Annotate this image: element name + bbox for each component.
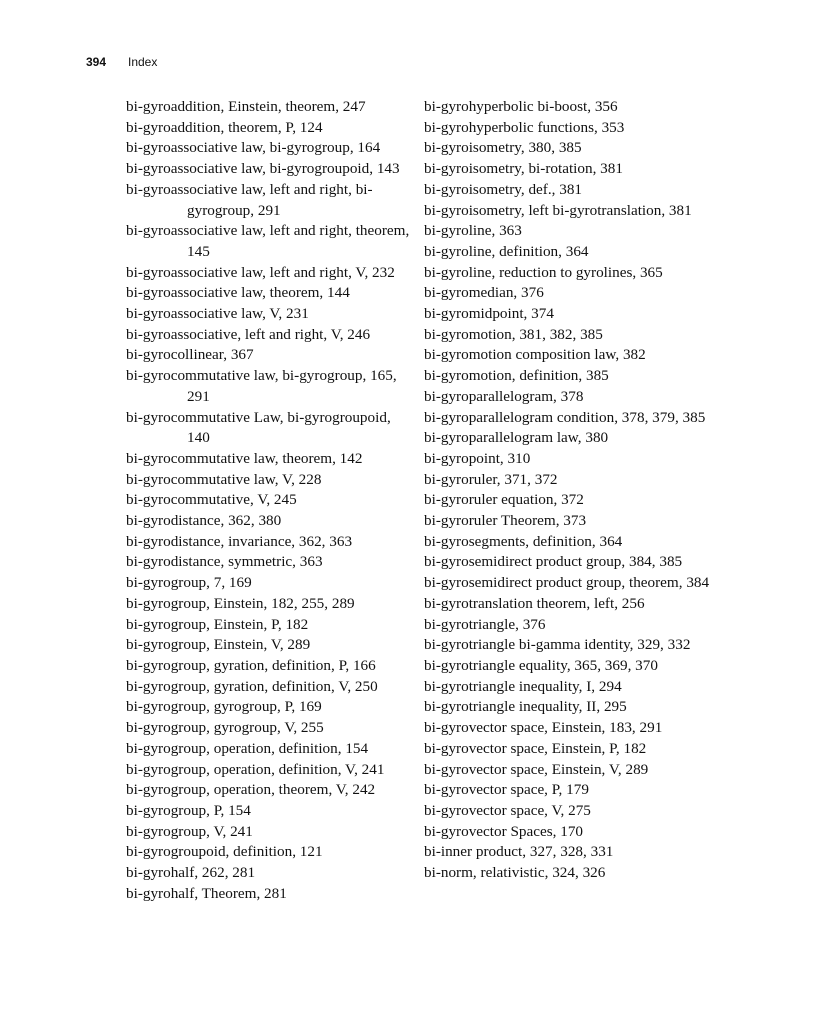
index-entry: bi-gyrogroup, Einstein, P, 182 xyxy=(126,615,309,633)
index-entry: bi-gyroparallelogram, 378 xyxy=(424,387,584,405)
index-entry: bi-gyroassociative law, bi-gyrogroup, 164 xyxy=(126,139,381,157)
index-entry: bi-gyrosemidirect product group, theorem, 384 xyxy=(424,574,710,592)
index-entry: bi-gyrogroup, gyrogroup, V, 255 xyxy=(126,719,324,737)
index-entry: bi-gyroline, 363 xyxy=(424,222,522,240)
index-entry: bi-gyromotion composition law, 382 xyxy=(424,346,646,364)
index-entry: bi-gyroparallelogram law, 380 xyxy=(424,429,609,447)
index-entry: bi-gyrovector space, Einstein, V, 289 xyxy=(424,760,649,778)
index-entry: bi-gyrovector space, Einstein, 183, 291 xyxy=(424,719,663,737)
index-entry: bi-gyrodistance, symmetric, 363 xyxy=(126,553,323,571)
index-entry: bi-gyrosegments, definition, 364 xyxy=(424,532,623,550)
index-entry: bi-gyroassociative law, theorem, 144 xyxy=(126,284,350,302)
index-entry: bi-gyrohyperbolic functions, 353 xyxy=(424,118,625,136)
index-entry: bi-inner product, 327, 328, 331 xyxy=(424,843,614,861)
index-entry: bi-gyroruler Theorem, 373 xyxy=(424,512,587,530)
index-entry: bi-gyrogroup, gyrogroup, P, 169 xyxy=(126,698,322,716)
index-entry: bi-gyrocollinear, 367 xyxy=(126,346,254,364)
index-entry: bi-gyroruler, 371, 372 xyxy=(424,470,558,488)
index-entry: bi-gyroassociative law, left and right, theorem, 145 xyxy=(126,222,410,260)
index-entry: bi-gyrogroup, 7, 169 xyxy=(126,574,252,592)
index-entry: bi-gyroruler equation, 372 xyxy=(424,491,584,509)
index-entry: bi-gyrogroup, operation, definition, V, 241 xyxy=(126,760,385,778)
index-entry: bi-gyrosemidirect product group, 384, 385 xyxy=(424,553,683,571)
index-entry: bi-gyrocommutative Law, bi-gyrogroupoid, 140 xyxy=(126,408,391,447)
index-entry: bi-gyrogroup, operation, theorem, V, 242 xyxy=(126,781,376,799)
index-entry: bi-gyroisometry, bi-rotation, 381 xyxy=(424,160,623,178)
index-entry: bi-gyrocommutative law, theorem, 142 xyxy=(126,449,363,467)
index-entry: bi-gyromotion, 381, 382, 385 xyxy=(424,325,603,343)
index-entry: bi-gyrotriangle equality, 365, 369, 370 xyxy=(424,656,658,674)
index-entry: bi-gyroassociative, left and right, V, 246 xyxy=(126,325,371,343)
index-entry: bi-gyrogroup, Einstein, V, 289 xyxy=(126,636,311,654)
running-title: Index xyxy=(128,55,158,69)
index-entry: bi-gyroparallelogram condition, 378, 379, 385 xyxy=(424,408,706,426)
index-entry: bi-gyrovector space, P, 179 xyxy=(424,781,589,799)
index-entry: bi-gyrovector Spaces, 170 xyxy=(424,822,584,840)
index-entry: bi-gyrogroup, Einstein, 182, 255, 289 xyxy=(126,594,355,612)
index-entry: bi-gyroassociative law, V, 231 xyxy=(126,305,309,323)
page-number: 394 xyxy=(86,55,107,69)
index-entry: bi-gyrocommutative law, bi-gyrogroup, 165, 291 xyxy=(126,367,397,405)
index-entry: bi-gyrodistance, invariance, 362, 363 xyxy=(126,532,353,550)
index-entry: bi-gyrodistance, 362, 380 xyxy=(126,512,282,530)
index-entry: bi-gyrogroup, P, 154 xyxy=(126,801,251,819)
index-entry: bi-gyrovector space, V, 275 xyxy=(424,801,591,819)
index-entry: bi-gyrogroupoid, definition, 121 xyxy=(126,843,323,861)
index-entry: bi-gyroline, reduction to gyrolines, 365 xyxy=(424,263,663,281)
index-entry: bi-gyrohalf, Theorem, 281 xyxy=(126,884,287,902)
index-entry: bi-gyroassociative law, bi-gyrogroupoid, 143 xyxy=(126,160,400,178)
index-entry: bi-gyroisometry, left bi-gyrotranslation, 381 xyxy=(424,201,692,219)
index-entry: bi-gyrovector space, Einstein, P, 182 xyxy=(424,739,647,757)
index-entry: bi-gyromidpoint, 374 xyxy=(424,305,554,323)
index-entry: bi-norm, relativistic, 324, 326 xyxy=(424,864,606,882)
index-entry: bi-gyroisometry, def., 381 xyxy=(424,180,583,198)
index-entry: bi-gyrotriangle, 376 xyxy=(424,615,546,633)
index-entry: bi-gyroassociative law, left and right, bi-gyrogroup, 291 xyxy=(126,180,373,219)
index-entry: bi-gyrogroup, V, 241 xyxy=(126,822,253,840)
index-column-left xyxy=(126,97,416,904)
index-entry: bi-gyropoint, 310 xyxy=(424,449,531,467)
index-entry: bi-gyrocommutative, V, 245 xyxy=(126,491,297,509)
index-entry: bi-gyromotion, definition, 385 xyxy=(424,367,609,385)
index-entry: bi-gyrogroup, operation, definition, 154 xyxy=(126,739,369,757)
index-entry: bi-gyrotriangle inequality, II, 295 xyxy=(424,698,627,716)
running-head xyxy=(86,55,157,69)
index-entry: bi-gyromedian, 376 xyxy=(424,284,544,302)
index-entry: bi-gyroisometry, 380, 385 xyxy=(424,139,582,157)
index-entry: bi-gyrogroup, gyration, definition, V, 250 xyxy=(126,677,378,695)
index-entry: bi-gyrotriangle inequality, I, 294 xyxy=(424,677,622,695)
index-entry: bi-gyroline, definition, 364 xyxy=(424,242,589,260)
index-entry: bi-gyrohyperbolic bi-boost, 356 xyxy=(424,98,618,115)
index-column-right xyxy=(424,97,724,884)
index-entry: bi-gyroaddition, theorem, P, 124 xyxy=(126,118,323,136)
index-entry: bi-gyroassociative law, left and right, V, 232 xyxy=(126,263,395,281)
index-entry: bi-gyrotranslation theorem, left, 256 xyxy=(424,594,645,612)
index-entry: bi-gyroaddition, Einstein, theorem, 247 xyxy=(126,98,366,115)
index-entry: bi-gyrocommutative law, V, 228 xyxy=(126,470,322,488)
index-entry: bi-gyrogroup, gyration, definition, P, 166 xyxy=(126,656,376,674)
index-entry: bi-gyrotriangle bi-gamma identity, 329, 332 xyxy=(424,636,691,654)
index-entry: bi-gyrohalf, 262, 281 xyxy=(126,864,256,882)
